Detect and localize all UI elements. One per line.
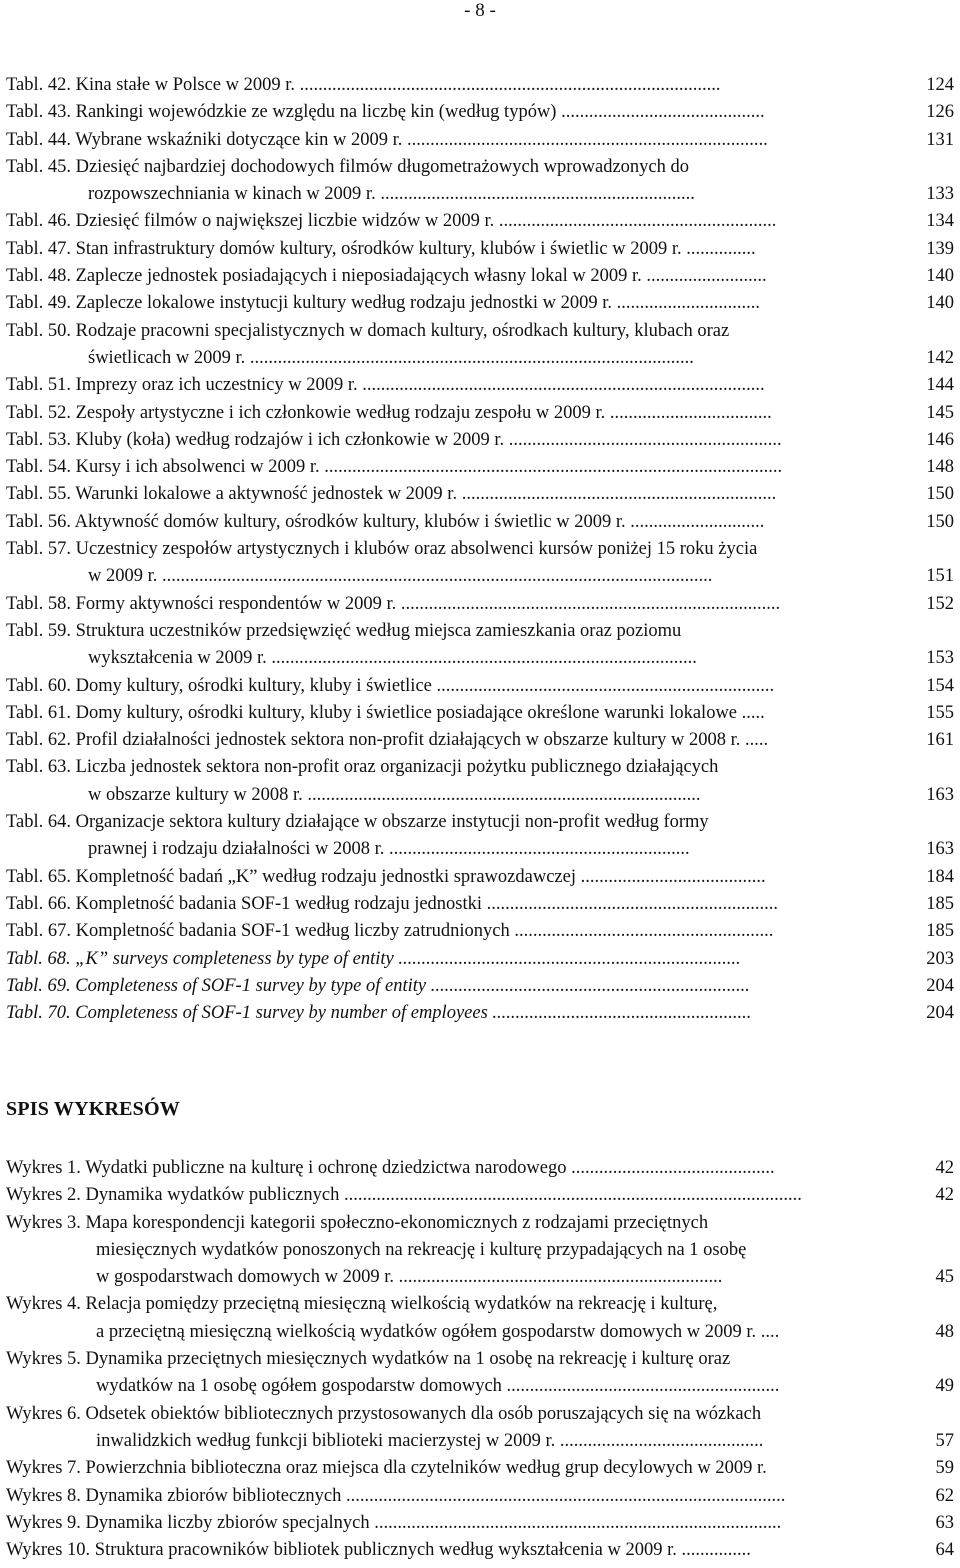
table-entry [0,127,960,154]
entry-title-line: Tabl. 49. Zaplecze lokalowe instytucji kultury według rodzaju jednostki w 2009 r. ............................... [6,293,760,314]
entry-title-line: Tabl. 42. Kina stałe w Polsce w 2009 r. ........................................................................................... [6,75,721,95]
entry-title-line: Tabl. 53. Kluby (koła) według rodzajów i ich członkowie w 2009 r. ........................................................... [6,429,782,450]
entry-page-number: 155 [926,702,954,723]
entry-page-number: 63 [935,1512,954,1533]
entry-title-line: Tabl. 59. Struktura uczestników przedsięwzięć według miejsca zamieszkania oraz poziomu [6,620,682,641]
entry-page-number: 42 [935,1158,954,1178]
table-entry [0,673,960,700]
entry-title-line: Tabl. 64. Organizacje sektora kultury działające w obszarze instytucji non-profit według formy [6,812,709,833]
entry-title-line: w gospodarstwach domowych w 2009 r. ...................................................................... [96,1267,723,1288]
entry-page-number: 134 [926,211,954,232]
entry-title-line: Wykres 5. Dynamika przeciętnych miesięcznych wydatków na 1 osobę na rekreację i kulturę oraz [6,1349,731,1370]
table-entry [0,400,960,427]
tables-list [0,72,960,1027]
table-entry [0,454,960,481]
entry-title-line: w 2009 r. ....................................................................................................................... [88,566,713,587]
entry-title-line: Wykres 4. Relacja pomiędzy przeciętną miesięczną wielkością wydatków na rekreację i kulturę, [6,1294,718,1315]
entry-title-line: Tabl. 69. Completeness of SOF-1 survey by type of entity ..................................................................... [6,975,750,996]
entry-title-line: Wykres 8. Dynamika zbiorów bibliotecznych ............................................................................................... [6,1485,786,1506]
entry-title-line: Tabl. 43. Rankingi wojewódzkie ze względu na liczbę kin (według typów) ............................................ [6,102,765,123]
entry-title-line: Tabl. 50. Rodzaje pracowni specjalistycznych w domach kultury, ośrodkach kultury, klubach oraz [6,320,730,341]
table-entry [0,509,960,536]
entry-page-number: 203 [926,948,954,969]
entry-page-number: 150 [926,511,954,532]
entry-title-line: Tabl. 45. Dziesięć najbardziej dochodowych filmów długometrażowych wprowadzonych do [6,156,689,177]
entry-page-number: 126 [926,102,954,123]
entry-page-number: 45 [935,1267,954,1288]
entry-page-number: 64 [935,1540,954,1561]
entry-page-number: 59 [935,1458,954,1479]
entry-page-number: 133 [926,184,954,205]
chart-entry [0,1537,960,1564]
entry-page-number: 131 [926,129,954,150]
entry-title-line: Tabl. 47. Stan infrastruktury domów kultury, ośrodków kultury, klubów i świetlic w 2009 r. ............... [6,238,756,259]
entry-title-line: Tabl. 70. Completeness of SOF-1 survey by number of employees ........................................................ [6,1003,752,1024]
entry-page-number: 150 [926,484,954,505]
entry-title-line: Tabl. 63. Liczba jednostek sektora non-profit oraz organizacji pożytku publicznego działających [6,757,719,778]
entry-title-line: a przeciętną miesięczną wielkością wydatków ogółem gospodarstw domowych w 2009 r. .... [96,1321,780,1342]
table-entry [0,618,960,673]
table-entry [0,918,960,945]
entry-page-number: 142 [926,347,954,368]
entry-title-line: Tabl. 62. Profil działalności jednostek sektora non-profit działających w obszarze kultury w 2008 r. ..... [6,730,769,751]
entry-page-number: 204 [926,975,954,996]
entry-page-number: 185 [926,921,954,942]
entry-page-number: 145 [926,402,954,423]
entry-page-number: 49 [935,1376,954,1397]
entry-page-number: 148 [926,457,954,478]
table-entry [0,536,960,591]
entry-title-line: Wykres 3. Mapa korespondencji kategorii społeczno-ekonomicznych z rodzajami przeciętnych [6,1212,709,1233]
chart-entry [0,1210,960,1292]
entry-page-number: 146 [926,429,954,450]
entry-page-number: 140 [926,293,954,314]
entry-title-line: Tabl. 61. Domy kultury, ośrodki kultury, kluby i świetlice posiadające określone warunki lokalowe ..... [6,702,765,723]
entry-title-line: Wykres 9. Dynamika liczby zbiorów specjalnych ........................................................................................ [6,1512,782,1533]
entry-page-number: 57 [935,1430,954,1451]
entry-title-line: miesięcznych wydatków ponoszonych na rekreację i kulturę przypadających na 1 osobę [96,1239,747,1260]
chart-entry [0,1401,960,1456]
table-entry [0,591,960,618]
entry-page-number: 154 [926,675,954,696]
entry-page-number: 161 [926,730,954,751]
entry-title-line: Tabl. 54. Kursy i ich absolwenci w 2009 r. ................................................................................................... [6,457,783,478]
chart-entry [0,1291,960,1346]
entry-title-line: Tabl. 57. Uczestnicy zespołów artystycznych i klubów oraz absolwenci kursów poniżej 15 roku życia [6,539,758,560]
table-entry [0,154,960,209]
entry-title-line: Tabl. 60. Domy kultury, ośrodki kultury, kluby i świetlice ......................................................................... [6,675,775,696]
entry-title-line: Wykres 1. Wydatki publiczne na kulturę i ochronę dziedzictwa narodowego ............................................ [6,1158,775,1178]
table-entry [0,427,960,454]
table-entry [0,318,960,373]
table-entry [0,290,960,317]
charts-list [0,1155,960,1564]
entry-page-number: 42 [935,1185,954,1206]
table-entry [0,946,960,973]
entry-page-number: 184 [926,866,954,887]
chart-entry [0,1182,960,1209]
table-entry [0,263,960,290]
entry-title-line: Tabl. 46. Dziesięć filmów o największej liczbie widzów w 2009 r. ............................................................ [6,211,777,232]
table-entry [0,72,960,99]
entry-title-line: prawnej i rodzaju działalności w 2008 r. ................................................................. [88,839,690,860]
entry-page-number: 144 [926,375,954,396]
table-entry [0,236,960,263]
entry-title-line: Tabl. 51. Imprezy oraz ich uczestnicy w 2009 r. ....................................................................................... [6,375,765,396]
chart-entry [0,1155,960,1182]
chart-entry [0,1346,960,1401]
table-entry [0,754,960,809]
entry-title-line: Wykres 7. Powierzchnia biblioteczna oraz miejsca dla czytelników według grup decylowych w 2009 r. [6,1458,767,1479]
chart-entry [0,1455,960,1482]
entry-title-line: Tabl. 44. Wybrane wskaźniki dotyczące kin w 2009 r. .............................................................................. [6,129,768,150]
entry-title-line: świetlicach w 2009 r. ................................................................................................ [88,347,694,368]
entry-title-line: Tabl. 66. Kompletność badania SOF-1 według rodzaju jednostki ............................................................... [6,893,779,914]
entry-page-number: 163 [926,784,954,805]
table-entry [0,208,960,235]
table-entry [0,700,960,727]
entry-page-number: 139 [926,238,954,259]
table-entry [0,864,960,891]
table-entry [0,481,960,508]
table-entry [0,372,960,399]
entry-title-line: Tabl. 52. Zespoły artystyczne i ich członkowie według rodzaju zespołu w 2009 r. ................................... [6,402,772,423]
table-entry [0,891,960,918]
page-number: - 8 - [464,0,496,21]
entry-title-line: Wykres 2. Dynamika wydatków publicznych ................................................................................................... [6,1185,802,1206]
entry-title-line: Tabl. 55. Warunki lokalowe a aktywność jednostek w 2009 r. .................................................................... [6,484,777,505]
entry-title-line: Wykres 6. Odsetek obiektów bibliotecznych przystosowanych dla osób poruszających się na wózkach [6,1403,762,1424]
entry-page-number: 48 [935,1321,954,1342]
chart-entry [0,1510,960,1537]
entry-page-number: 62 [935,1485,954,1506]
entry-title-line: Tabl. 56. Aktywność domów kultury, ośrodków kultury, klubów i świetlic w 2009 r. ............................. [6,511,765,532]
entry-page-number: 152 [926,593,954,614]
entry-title-line: wydatków na 1 osobę ogółem gospodarstw domowych ........................................................... [96,1376,780,1397]
chart-entry [0,1483,960,1510]
entry-title-line: Tabl. 65. Kompletność badań „K” według rodzaju jednostki sprawozdawczej ........................................ [6,866,766,887]
entry-title-line: inwalidzkich według funkcji biblioteki macierzystej w 2009 r. ............................................ [96,1430,764,1451]
table-entry [0,727,960,754]
entry-page-number: 153 [926,648,954,669]
entry-title-line: Tabl. 58. Formy aktywności respondentów w 2009 r. .................................................................................. [6,593,781,614]
entry-title-line: w obszarze kultury w 2008 r. ..................................................................................... [88,784,701,805]
table-entry [0,99,960,126]
entry-title-line: rozpowszechniania w kinach w 2009 r. .................................................................... [88,184,695,205]
entry-title-line: Tabl. 67. Kompletność badania SOF-1 według liczby zatrudnionych ........................................................ [6,921,774,942]
entry-page-number: 204 [926,1003,954,1024]
entry-title-line: Tabl. 68. „K” surveys completeness by type of entity .......................................................................... [6,948,741,969]
table-entry [0,1000,960,1027]
table-entry [0,973,960,1000]
entry-title-line: Wykres 10. Struktura pracowników bibliotek publicznych według wykształcenia w 2009 r. ............... [6,1540,751,1561]
entry-page-number: 163 [926,839,954,860]
entry-title-line: Tabl. 48. Zaplecze jednostek posiadających i nieposiadających własny lokal w 2009 r. .......................... [6,266,767,287]
entry-title-line: wykształcenia w 2009 r. ............................................................................................ [88,648,697,669]
charts-list-heading: SPIS WYKRESÓW [6,1098,180,1120]
entry-page-number: 124 [926,75,954,95]
entry-page-number: 151 [926,566,954,587]
table-entry [0,809,960,864]
entry-page-number: 140 [926,266,954,287]
entry-page-number: 185 [926,893,954,914]
